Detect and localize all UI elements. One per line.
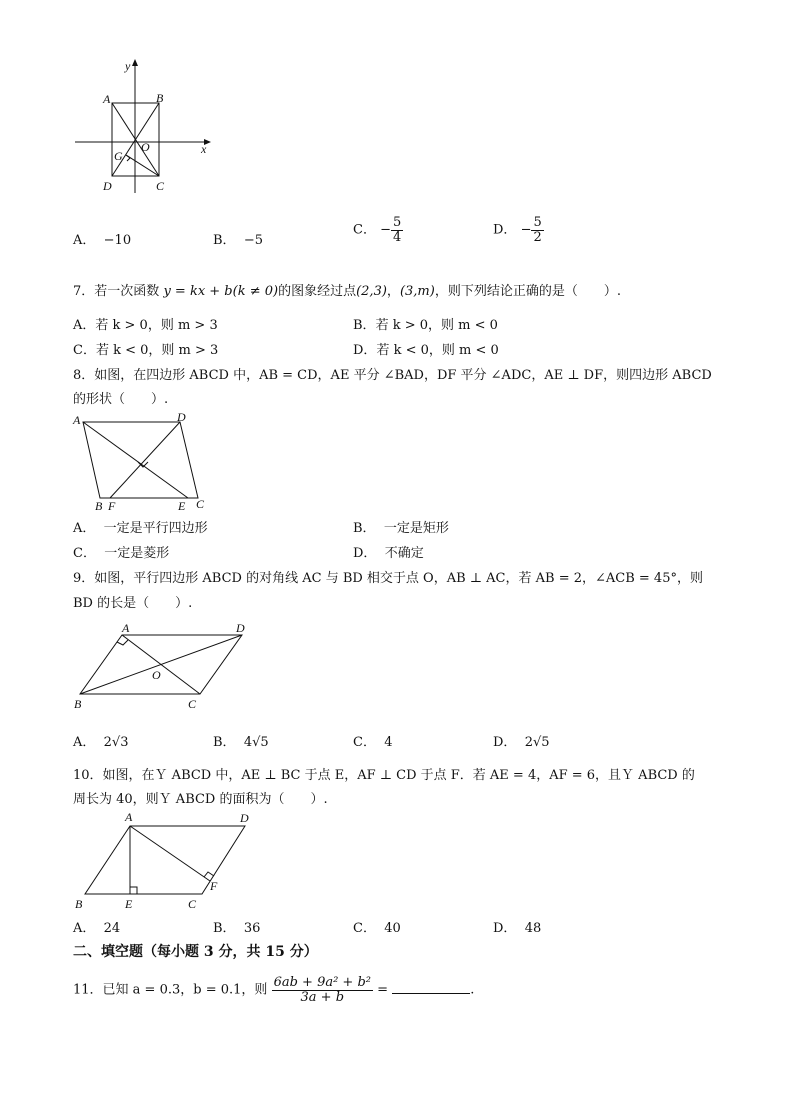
q9-option-c[interactable]: C． 4 xyxy=(353,735,393,750)
q8-figure xyxy=(70,410,210,515)
q7-point2: (3,m) xyxy=(399,284,435,299)
q10-stem-line2: 周长为 40，则Ｙ ABCD 的面积为（ ）. xyxy=(73,792,328,807)
q7-point1: (2,3) xyxy=(356,284,387,299)
fig8-E: E xyxy=(178,499,186,513)
q8-stem-line1: 8．如图，在四边形 ABCD 中，AB = CD，AE 平分 ∠BAD，DF 平分 ∠ADC，AE ⊥ DF，则四边形 ABCD xyxy=(73,368,712,383)
fig8-C: C xyxy=(196,497,205,511)
q8-stem-line2: 的形状（ ）. xyxy=(73,392,169,407)
q9-option-b[interactable]: B． 4√5 xyxy=(213,735,269,750)
q9-figure xyxy=(70,618,260,713)
fig9-A: A xyxy=(122,621,130,635)
fig8-A: A xyxy=(73,413,81,427)
fig9-D: D xyxy=(236,621,245,635)
fig8-D: D xyxy=(177,410,186,424)
fig6-C: C xyxy=(156,179,165,193)
q9-option-d[interactable]: D． 2√5 xyxy=(493,735,550,750)
fig8-B: B xyxy=(95,499,103,513)
q9-option-a[interactable]: A． 2√3 xyxy=(73,735,129,750)
q9-stem-line1: 9．如图，平行四边形 ABCD 的对角线 AC 与 BD 相交于点 O，AB ⊥ AC，若 AB = 2，∠ACB = 45°，则 xyxy=(73,571,703,586)
fig10-F: F xyxy=(210,879,218,893)
fig8-F: F xyxy=(108,499,116,513)
section-title: 二、填空题（每小题 3 分，共 15 分） xyxy=(73,944,318,960)
q6-option-c[interactable]: C． − $\frac{5}{4}$ xyxy=(353,215,402,245)
q11-stem: 11．已知 a = 0.3，b = 0.1，则 $\frac{\text{6ab + 9a² + b²}}{3a + b}$ = . xyxy=(73,975,475,1005)
q8-option-b[interactable]: B． 一定是矩形 xyxy=(353,521,449,536)
fig9-O: O xyxy=(152,668,161,682)
fig6-y: y xyxy=(125,59,131,73)
q10-option-b[interactable]: B． 36 xyxy=(213,921,261,936)
q7-option-d[interactable]: D．若 k < 0，则 m < 0 xyxy=(353,343,499,358)
fig9-C: C xyxy=(188,697,197,711)
fig10-A: A xyxy=(125,810,133,824)
q6-option-b[interactable]: B． −5 xyxy=(213,233,263,248)
q6-d-fraction: $\frac{5}{2}$ xyxy=(533,215,542,245)
q8-option-c[interactable]: C． 一定是菱形 xyxy=(73,546,170,561)
q10-stem-line1: 10．如图，在Ｙ ABCD 中，AE ⊥ BC 于点 E，AF ⊥ CD 于点 F．若 AE = 4，AF = 6，且Ｙ ABCD 的 xyxy=(73,768,695,783)
q7-formula: y = kx + b(k ≠ 0) xyxy=(163,284,279,299)
q11-fraction: $\frac{\text{6ab + 9a² + b²}}{3a + b}$ xyxy=(273,975,371,1005)
fig10-E: E xyxy=(125,897,133,911)
q6-figure xyxy=(70,58,220,198)
q10-figure xyxy=(70,808,260,913)
q7-option-b[interactable]: B．若 k > 0，则 m < 0 xyxy=(353,318,498,333)
fig6-x: x xyxy=(201,142,207,156)
fig10-B: B xyxy=(75,897,83,911)
q8-option-d[interactable]: D． 不确定 xyxy=(353,546,424,561)
q6-option-a[interactable]: A． −10 xyxy=(73,233,132,248)
fig6-B: B xyxy=(156,91,164,105)
q9-stem-line2: BD 的长是（ ）. xyxy=(73,596,193,611)
q7-stem: 7．若一次函数 y = kx + b(k ≠ 0)的图象经过点(2,3)，(3,m)，则下列结论正确的是（ ）. xyxy=(73,284,621,299)
q10-option-c[interactable]: C． 40 xyxy=(353,921,401,936)
fig6-A: A xyxy=(103,92,111,106)
q11-answer-blank[interactable] xyxy=(392,981,470,994)
q10-option-d[interactable]: D． 48 xyxy=(493,921,542,936)
fig6-O: O xyxy=(141,140,150,154)
q10-option-a[interactable]: A． 24 xyxy=(73,921,121,936)
fig6-D: D xyxy=(103,179,112,193)
q7-option-a[interactable]: A．若 k > 0，则 m > 3 xyxy=(73,318,218,333)
q7-option-c[interactable]: C．若 k < 0，则 m > 3 xyxy=(73,343,219,358)
q8-option-a[interactable]: A． 一定是平行四边形 xyxy=(73,521,208,536)
fig9-B: B xyxy=(74,697,82,711)
q6-c-fraction: $\frac{5}{4}$ xyxy=(393,215,402,245)
fig6-G: G xyxy=(114,149,123,163)
fig10-D: D xyxy=(240,811,249,825)
fig10-C: C xyxy=(188,897,197,911)
q6-option-d[interactable]: D． − $\frac{5}{2}$ xyxy=(493,215,542,245)
